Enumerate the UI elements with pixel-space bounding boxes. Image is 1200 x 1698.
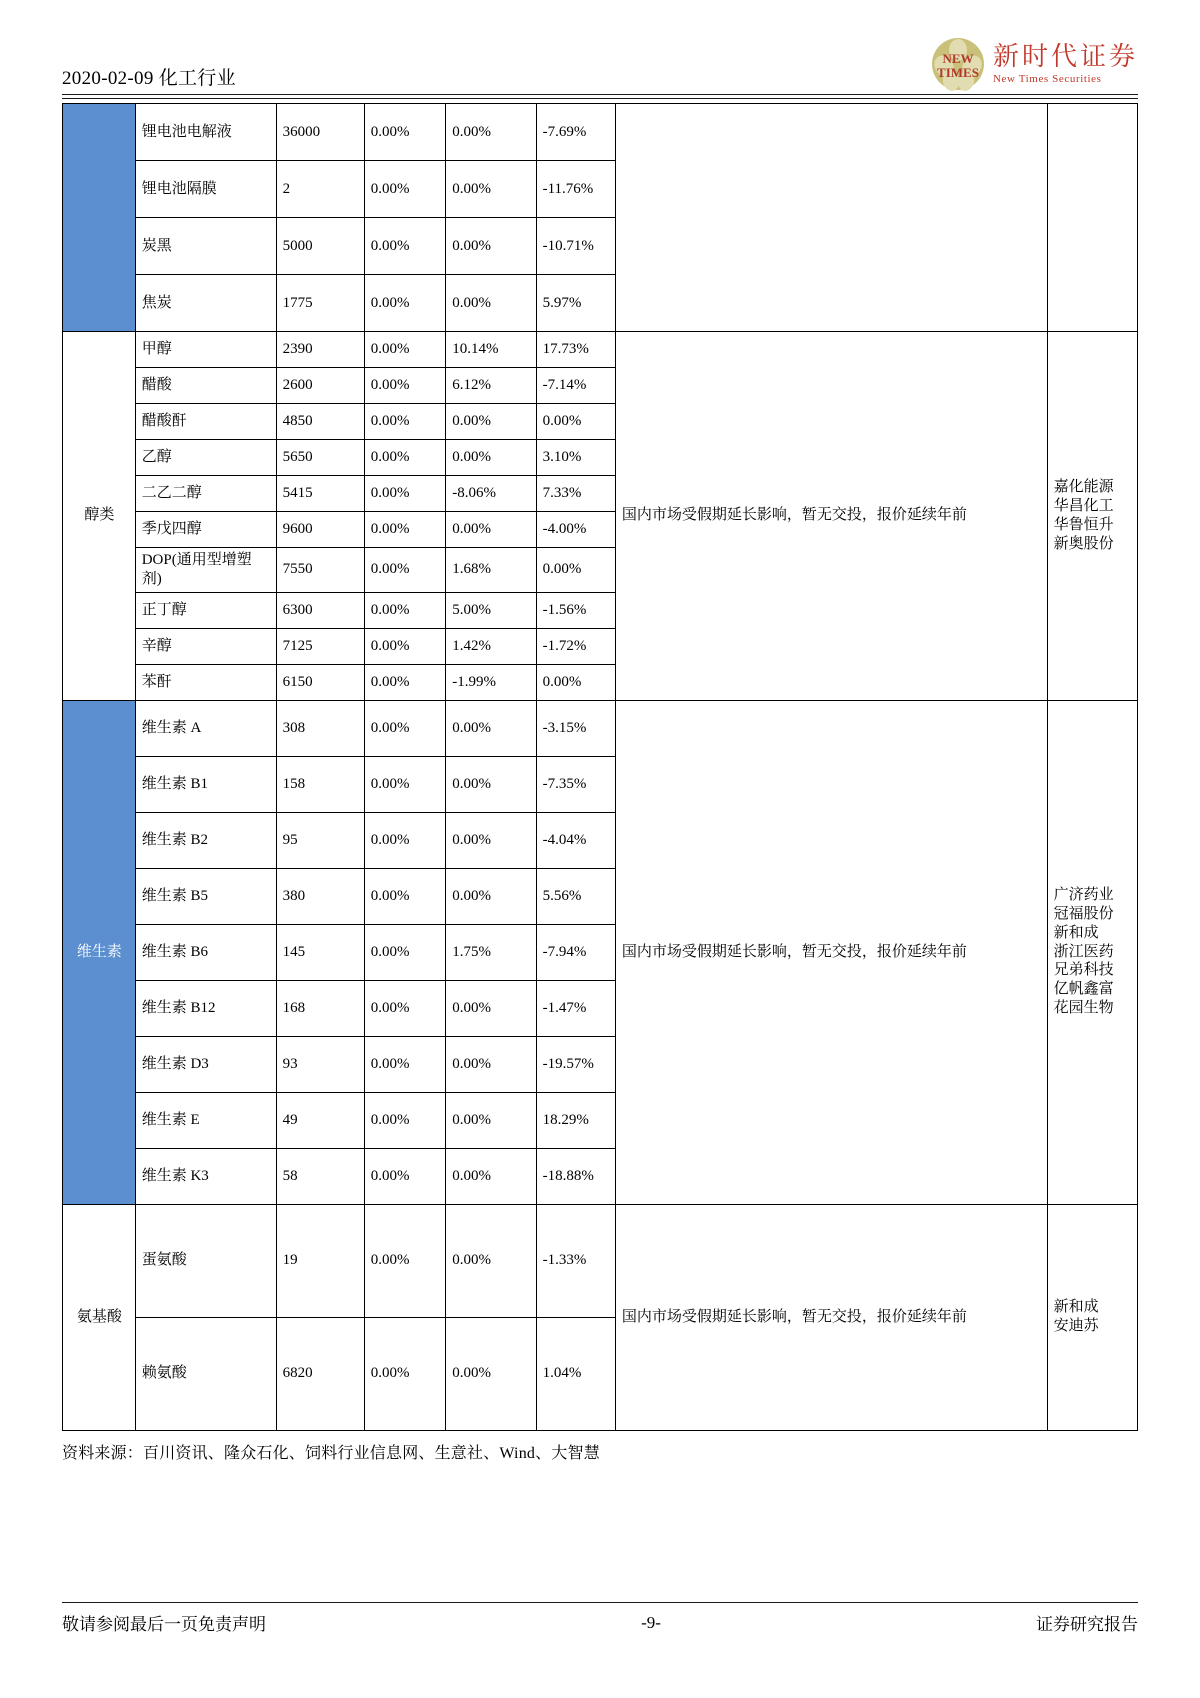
market-note-text: 国内市场受假期延长影响，暂无交投，报价延续年前 [621,943,967,960]
cell-d1: 0.00% [364,628,446,664]
cell-d2: 0.00% [446,512,536,548]
cell-d3: 5.56% [536,868,615,924]
cell-d3: -7.69% [536,104,615,161]
page-footer [62,1602,1138,1636]
market-note-cell [615,332,1047,701]
cell-d3: -7.14% [536,368,615,404]
cell-name: 赖氨酸 [135,1317,276,1430]
cell-d1: 0.00% [364,332,446,368]
cell-price: 95 [276,812,364,868]
cell-name: 醋酸酐 [135,404,276,440]
cell-d3: -1.33% [536,1204,615,1317]
price-table-container [62,103,1138,1431]
cell-d1: 0.00% [364,1092,446,1148]
cell-price: 36000 [276,104,364,161]
page-number: -9- [641,1612,661,1632]
cell-price: 58 [276,1148,364,1204]
footer-report-type: 证券研究报告 [1036,1615,1138,1634]
cell-d3: -1.47% [536,980,615,1036]
cell-price: 4850 [276,404,364,440]
market-note-cell [615,104,1047,332]
cell-d3: 7.33% [536,476,615,512]
cell-price: 6300 [276,592,364,628]
cell-price: 168 [276,980,364,1036]
cell-d1: 0.00% [364,275,446,332]
header-divider-thick [62,94,1138,95]
cell-name: 炭黑 [135,218,276,275]
market-note-text: 国内市场受假期延长影响，暂无交投，报价延续年前 [621,1308,967,1325]
cell-d3: 0.00% [536,404,615,440]
category-cell: 维生素 [63,700,136,1204]
cell-d2: 1.68% [446,548,536,593]
cell-name: 维生素 B1 [135,756,276,812]
cell-price: 9600 [276,512,364,548]
table-row [63,1204,1138,1317]
cell-d2: 0.00% [446,275,536,332]
company-name: 华鲁恒升 [1053,516,1114,533]
cell-name: 蛋氨酸 [135,1204,276,1317]
cell-name: 正丁醇 [135,592,276,628]
cell-name: 维生素 B5 [135,868,276,924]
source-note: 资料来源：百川资讯、隆众石化、饲料行业信息网、生意社、Wind、大智慧 [62,1445,600,1462]
related-companies-cell [1047,1204,1137,1430]
cell-price: 380 [276,868,364,924]
cell-d1: 0.00% [364,924,446,980]
cell-name: 维生素 E [135,1092,276,1148]
header-divider-thin [62,98,1138,99]
cell-d1: 0.00% [364,1317,446,1430]
cell-d1: 0.00% [364,592,446,628]
cell-price: 1775 [276,275,364,332]
market-note-text: 国内市场受假期延长影响，暂无交投，报价延续年前 [621,507,967,524]
cell-name: 维生素 B6 [135,924,276,980]
footer-divider [62,1602,1138,1603]
cell-d2: 0.00% [446,812,536,868]
cell-name: 维生素 K3 [135,1148,276,1204]
cell-d1: 0.00% [364,868,446,924]
cell-d2: 5.00% [446,592,536,628]
company-name: 嘉化能源 [1053,479,1114,496]
cell-d1: 0.00% [364,1148,446,1204]
cell-d2: 6.12% [446,368,536,404]
market-note-cell [615,700,1047,1204]
cell-name: DOP(通用型增塑剂) [135,548,276,593]
footer-disclaimer: 敬请参阅最后一页免责声明 [62,1615,266,1634]
cell-d2: 0.00% [446,1036,536,1092]
cell-d2: 0.00% [446,161,536,218]
new-times-emblem-icon [930,36,986,92]
company-name: 新和成 [1053,924,1099,941]
cell-d1: 0.00% [364,161,446,218]
cell-d1: 0.00% [364,104,446,161]
company-list [1054,478,1132,553]
cell-price: 308 [276,700,364,756]
cell-d3: -1.56% [536,592,615,628]
cell-d2: 10.14% [446,332,536,368]
cell-d2: 0.00% [446,404,536,440]
cell-d1: 0.00% [364,512,446,548]
company-list [1054,886,1132,1017]
cell-price: 158 [276,756,364,812]
cell-d3: -18.88% [536,1148,615,1204]
cell-d1: 0.00% [364,1036,446,1092]
cell-d2: 0.00% [446,756,536,812]
table-row [63,700,1138,756]
cell-name: 维生素 D3 [135,1036,276,1092]
cell-d1: 0.00% [364,404,446,440]
cell-d2: 0.00% [446,104,536,161]
cell-d3: 3.10% [536,440,615,476]
cell-d2: 0.00% [446,440,536,476]
cell-d1: 0.00% [364,440,446,476]
cell-d3: -7.35% [536,756,615,812]
cell-d1: 0.00% [364,980,446,1036]
page-header [62,28,1138,100]
cell-price: 2600 [276,368,364,404]
cell-d2: 0.00% [446,1317,536,1430]
cell-d2: 0.00% [446,218,536,275]
cell-d1: 0.00% [364,368,446,404]
cell-d3: -10.71% [536,218,615,275]
cell-price: 145 [276,924,364,980]
cell-price: 2 [276,161,364,218]
cell-d1: 0.00% [364,1204,446,1317]
company-name: 广济药业 [1053,887,1114,904]
cell-d1: 0.00% [364,476,446,512]
cell-d2: -8.06% [446,476,536,512]
cell-name: 辛醇 [135,628,276,664]
cell-price: 6150 [276,664,364,700]
cell-name: 二乙二醇 [135,476,276,512]
company-name: 华昌化工 [1053,498,1114,514]
company-name: 浙江医药 [1053,943,1114,960]
cell-name: 锂电池电解液 [135,104,276,161]
brand-name-cn: 新时代证券 [992,41,1138,71]
cell-price: 5650 [276,440,364,476]
cell-d3: -7.94% [536,924,615,980]
cell-d3: -4.00% [536,512,615,548]
header-date-industry: 2020-02-09 化工行业 [62,68,236,89]
cell-d2: 0.00% [446,980,536,1036]
cell-d3: -11.76% [536,161,615,218]
cell-name: 乙醇 [135,440,276,476]
category-cell: 醇类 [63,332,136,701]
cell-d3: 1.04% [536,1317,615,1430]
cell-name: 维生素 B2 [135,812,276,868]
company-name: 安迪苏 [1053,1318,1099,1334]
company-name: 新和成 [1053,1299,1099,1316]
cell-price: 5415 [276,476,364,512]
company-name: 新奥股份 [1053,535,1114,552]
company-name: 亿帆鑫富 [1053,981,1114,998]
cell-name: 焦炭 [135,275,276,332]
cell-price: 19 [276,1204,364,1317]
cell-d2: 0.00% [446,1204,536,1317]
category-cell: 氨基酸 [63,1204,136,1430]
related-companies-cell [1047,104,1137,332]
cell-price: 5000 [276,218,364,275]
price-table-body [63,104,1138,1431]
category-cell [63,104,136,332]
brand-logo [930,36,1138,94]
cell-d2: 0.00% [446,868,536,924]
cell-price: 93 [276,1036,364,1092]
cell-name: 苯酐 [135,664,276,700]
cell-d2: 1.75% [446,924,536,980]
table-row [63,104,1138,161]
cell-d1: 0.00% [364,218,446,275]
cell-name: 醋酸 [135,368,276,404]
cell-d3: 0.00% [536,664,615,700]
cell-d3: 0.00% [536,548,615,593]
cell-name: 甲醇 [135,332,276,368]
company-list [1054,1298,1132,1336]
emblem-text-times: TIMES [937,65,979,80]
cell-d1: 0.00% [364,812,446,868]
cell-d1: 0.00% [364,664,446,700]
cell-d2: 0.00% [446,1148,536,1204]
cell-d2: -1.99% [446,664,536,700]
cell-d3: 18.29% [536,1092,615,1148]
cell-price: 6820 [276,1317,364,1430]
cell-d3: -3.15% [536,700,615,756]
cell-d3: 5.97% [536,275,615,332]
related-companies-cell [1047,700,1137,1204]
company-name: 兄弟科技 [1053,962,1114,979]
cell-d3: -19.57% [536,1036,615,1092]
cell-d2: 1.42% [446,628,536,664]
cell-price: 7550 [276,548,364,593]
cell-d2: 0.00% [446,1092,536,1148]
brand-name-en: New Times Securities [992,72,1102,85]
emblem-text-new: NEW [942,51,974,66]
company-name: 冠福股份 [1053,906,1114,923]
company-name: 花园生物 [1053,999,1114,1016]
cell-name: 锂电池隔膜 [135,161,276,218]
cell-d3: 17.73% [536,332,615,368]
cell-d2: 0.00% [446,700,536,756]
cell-price: 7125 [276,628,364,664]
cell-d3: -1.72% [536,628,615,664]
related-companies-cell [1047,332,1137,701]
cell-d1: 0.00% [364,548,446,593]
cell-price: 2390 [276,332,364,368]
cell-d1: 0.00% [364,756,446,812]
market-note-cell [615,1204,1047,1430]
cell-name: 季戊四醇 [135,512,276,548]
table-row [63,332,1138,368]
cell-name: 维生素 B12 [135,980,276,1036]
cell-d3: -4.04% [536,812,615,868]
cell-name: 维生素 A [135,700,276,756]
cell-price: 49 [276,1092,364,1148]
cell-d1: 0.00% [364,700,446,756]
chemical-price-table [62,103,1138,1431]
